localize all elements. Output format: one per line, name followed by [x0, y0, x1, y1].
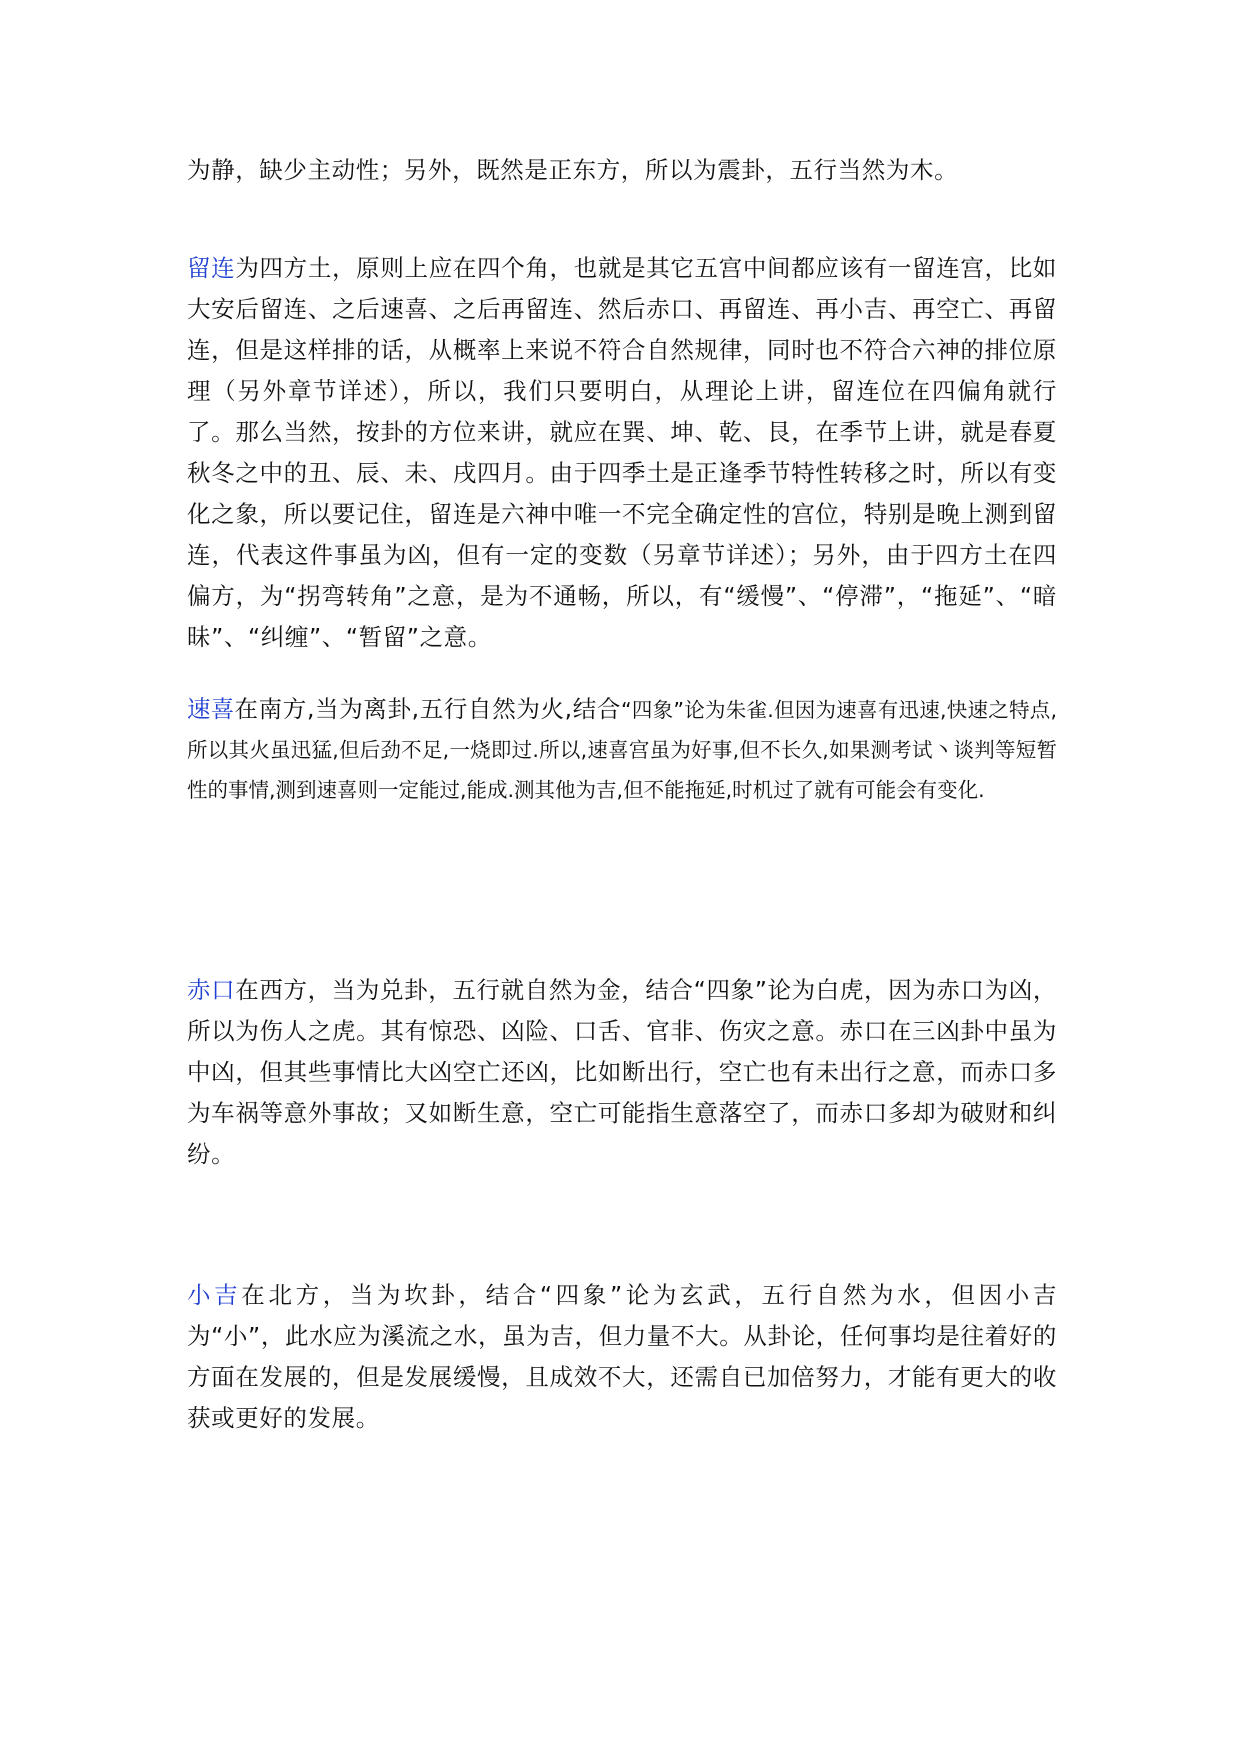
paragraph-chikou	[187, 970, 1057, 1175]
paragraph-xiaoji	[187, 1275, 1057, 1439]
paragraph-liulian	[187, 248, 1057, 658]
paragraph-suxi-lead: 在南方,当为离卦,五行自然为火,结合	[234, 695, 622, 723]
paragraph-xiaoji-text: 在北方，当为坎卦，结合“四象”论为玄武，五行自然为水，但因小吉为“小”，此水应为溪流之水，虽为吉，但力量不大。从卦论，任何事均是往着好的方面在发展的，但是发展缓慢，且成效不大，还需自已加倍努力，才能有更大的收获或更好的发展。	[187, 1281, 1058, 1432]
term-xiaoji: 小吉	[187, 1281, 242, 1309]
term-liulian: 留连	[187, 254, 236, 282]
term-suxi: 速喜	[187, 695, 235, 723]
paragraph-suxi	[187, 689, 1057, 810]
paragraph-liulian-text: 为四方土，原则上应在四个角，也就是其它五宫中间都应该有一留连宫，比如大安后留连、之后速喜、之后再留连、然后赤口、再留连、再小吉、再空亡、再留连，但是这样排的话，从概率上来说不符合自然规律，同时也不符合六神的排位原理（另外章节详述），所以，我们只要明白，从理论上讲，留连位在四偏角就行了。那么当然，按卦的方位来讲，就应在巽、坤、乾、艮，在季节上讲，就是春夏秋冬之中的丑、辰、未、戌四月。由于四季土是正逢季节特性转移之时，所以有变化之象，所以要记住，留连是六神中唯一不完全确定性的宫位，特别是晚上测到留连，代表这件事虽为凶，但有一定的变数（另章节详述）；另外，由于四方土在四偏方，为“拐弯转角”之意，是为不通畅，所以，有“缓慢”、“停滞”，“拖延”、“暗昧”、“纠缠”、“暂留”之意。	[187, 254, 1057, 651]
paragraph-suxi-text: “四象”论为朱雀.但因为速喜有迅速,快速之特点,所以其火虽迅猛,但后劲不足,一烧即过.所以,速喜宫虽为好事,但不长久,如果测考试丶谈判等短暂性的事情,测到速喜则一定能过,能成.测其他为吉,但不能拖延,时机过了就有可能会有变化.	[187, 698, 1058, 802]
paragraph-intro	[187, 150, 1057, 191]
paragraph-chikou-text: 在西方，当为兑卦，五行就自然为金，结合“四象”论为白虎，因为赤口为凶，所以为伤人之虎。其有惊恐、凶险、口舌、官非、伤灾之意。赤口在三凶卦中虽为中凶，但其些事情比大凶空亡还凶，比如断出行，空亡也有未出行之意，而赤口多为车祸等意外事故；又如断生意，空亡可能指生意落空了，而赤口多却为破财和纠纷。	[187, 976, 1057, 1168]
term-chikou: 赤口	[187, 976, 236, 1004]
paragraph-intro-text: 为静，缺少主动性；另外，既然是正东方，所以为震卦，五行当然为木。	[187, 156, 959, 184]
